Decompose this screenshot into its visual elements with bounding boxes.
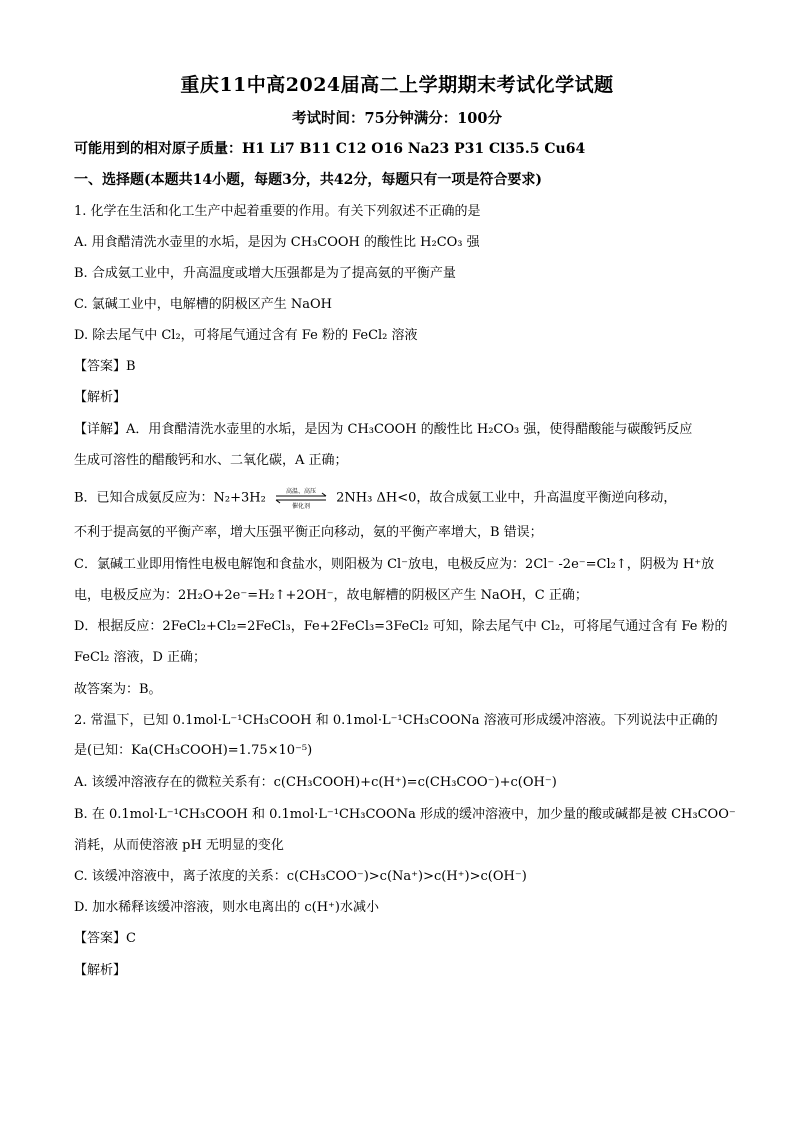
q1-detail-b-line2: 不利于提高氨的平衡产率，增大压强平衡正向移动，氨的平衡产率增大，B 错误； [74,525,543,540]
atomic-mass-line: 可能用到的相对原子质量：H1 Li7 B11 C12 O16 Na23 P31 Cl35.5 Cu64 [74,141,586,157]
q2-option-b-line2: 消耗，从而使溶液 pH 无明显的变化 [74,838,284,853]
q1-detail-a-line2: 生成可溶性的醋酸钙和水、二氧化碳，A 正确； [74,453,348,468]
q1-option-b: B. 合成氨工业中，升高温度或增大压强都是为了提高氨的平衡产量 [74,266,456,281]
q1-answer: 【答案】B [74,359,136,374]
q1-option-c: C. 氯碱工业中，电解槽的阴极区产生 NaOH [74,297,333,312]
page-title: 重庆11中高2024届高二上学期期末考试化学试题 [180,74,614,96]
q2-answer: 【答案】C [74,931,136,946]
q2-stem-line2: 是(已知：Ka(CH₃COOH)=1.75×10⁻⁵) [74,743,313,758]
q1-stem: 1. 化学在生活和化工生产中起着重要的作用。有关下列叙述不正确的是 [74,204,481,219]
exam-info: 考试时间：75分钟满分：100分 [292,110,502,127]
condition-bottom-text: 催化剂 [291,503,311,509]
q1-conclusion: 故答案为：B。 [74,682,162,697]
q1-detail-c-line2: 电，电极反应为：2H₂O+2e⁻=H₂↑+2OH⁻，故电解槽的阴极区产生 NaOH，C 正确； [74,588,588,603]
q1-option-d: D. 除去尾气中 Cl₂，可将尾气通过含有 Fe 粉的 FeCl₂ 溶液 [74,328,418,343]
section-heading: 一、选择题(本题共14小题，每题3分，共42分，每题只有一项是符合要求) [74,172,542,188]
q1-detail-a-line1: 【详解】A．用食醋清洗水壶里的水垢，是因为 CH₃COOH 的酸性比 H₂CO₃ 强，使得醋酸能与碳酸钙反应 [74,422,693,437]
q1-detail-b-line1 [74,487,734,509]
q2-analysis-label: 【解析】 [74,963,127,978]
q2-option-a: A. 该缓冲溶液存在的微粒关系有：c(CH₃COOH)+c(H⁺)=c(CH₃COO⁻)+c(OH⁻) [74,775,557,790]
q1-option-a: A. 用食醋清洗水壶里的水垢，是因为 CH₃COOH 的酸性比 H₂CO₃ 强 [74,235,480,250]
reversible-arrow-icon [272,487,330,509]
q1-detail-d-line2: FeCl₂ 溶液，D 正确； [74,650,207,665]
q1-analysis-label: 【解析】 [74,390,127,405]
q2-stem-line1: 2. 常温下，已知 0.1mol·L⁻¹CH₃COOH 和 0.1mol·L⁻¹CH₃COONa 溶液可形成缓冲溶液。下列说法中正确的 [74,713,718,728]
condition-top-text: 高温、高压 [285,488,317,495]
q2-option-b-line1: B. 在 0.1mol·L⁻¹CH₃COOH 和 0.1mol·L⁻¹CH₃COONa 形成的缓冲溶液中，加少量的酸或碱都是被 CH₃COO⁻ [74,807,736,822]
q2-option-c: C. 该缓冲溶液中，离子浓度的关系：c(CH₃COO⁻)>c(Na⁺)>c(H⁺)>c(OH⁻) [74,869,527,884]
q1-detail-b-post: 2NH₃ ΔH<0，故合成氨工业中，升高温度平衡逆向移动， [336,490,677,506]
q1-detail-c-line1: C．氯碱工业即用惰性电极电解饱和食盐水，则阳极为 Cl⁻放电，电极反应为：2Cl⁻ -2e⁻=Cl₂↑，阴极为 H⁺放 [74,557,715,572]
q1-detail-d-line1: D．根据反应：2FeCl₂+Cl₂=2FeCl₃，Fe+2FeCl₃=3FeCl₂ 可知，除去尾气中 Cl₂，可将尾气通过含有 Fe 粉的 [74,619,728,634]
q1-detail-b-pre: B．已知合成氨反应为：N₂+3H₂ [74,490,266,506]
q2-option-d: D. 加水稀释该缓冲溶液，则水电离出的 c(H⁺)水减小 [74,900,379,915]
